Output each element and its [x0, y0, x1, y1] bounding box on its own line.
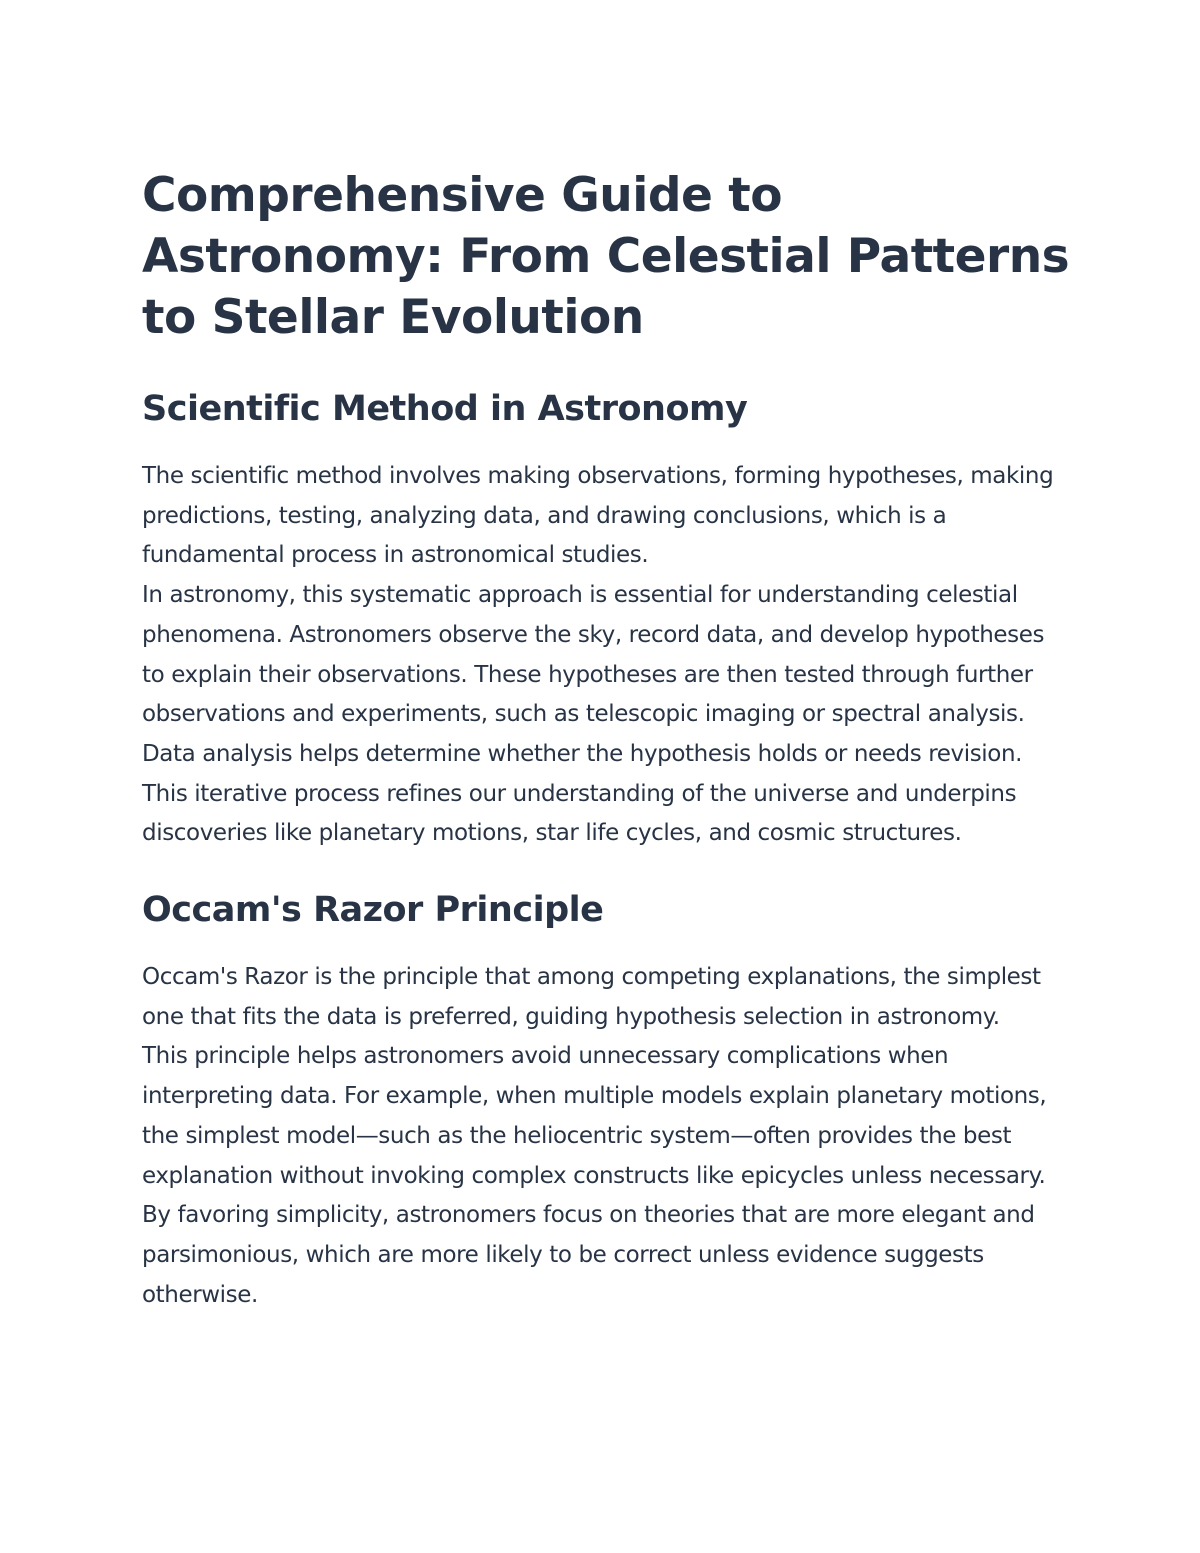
- paragraph-detail: In astronomy, this systematic approach is essential for understanding celestial phenomena. Astronomers observe the sky, record data, and develop hypotheses to explain their observations. These hypotheses are then tested through further observations and experiments, such as telescopic imaging or spectral analysis. Data analysis helps determine whether the hypothesis holds or needs revision. This iterative process refines our understanding of the universe and underpins discoveries like planetary motions, star life cycles, and cosmic structures.: [142, 582, 1045, 847]
- section-heading-occams-razor: Occam's Razor Principle: [142, 890, 604, 931]
- section-heading-scientific-method: Scientific Method in Astronomy: [142, 389, 748, 429]
- paragraph-summary: The scientific method involves making observations, forming hypotheses, making predictions, testing, analyzing data, and drawing conclusions, which is a fundamental process in astronomical studies.: [142, 463, 1054, 569]
- section-body-occams-razor: [142, 958, 1072, 1315]
- page-title: Comprehensive Guide to Astronomy: From Celestial Patterns to Stellar Evolution: [142, 168, 1070, 345]
- section-body-scientific-method: [142, 457, 1072, 854]
- document-page: [142, 165, 1072, 1348]
- paragraph-detail: This principle helps astronomers avoid unnecessary complications when interpreting data. For example, when multiple models explain planetary motions, the simplest model—such as the heliocentric system—often provides the best explanation without invoking complex constructs like epicycles unless necessary. By favoring simplicity, astronomers focus on theories that are more elegant and parsimonious, which are more likely to be correct unless evidence suggests otherwise.: [142, 1043, 1047, 1308]
- paragraph-summary: Occam's Razor is the principle that among competing explanations, the simplest one that fits the data is preferred, guiding hypothesis selection in astronomy.: [142, 964, 1041, 1030]
